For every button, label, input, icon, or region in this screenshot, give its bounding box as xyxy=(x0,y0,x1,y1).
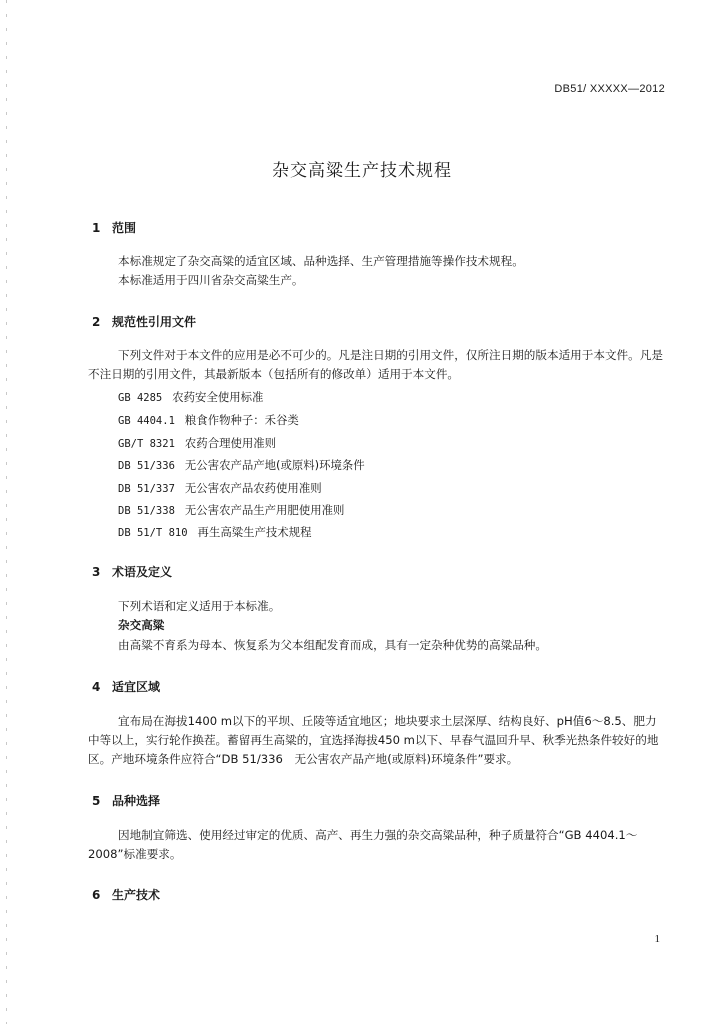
reference-code: GB 4404.1 xyxy=(118,415,175,427)
reference-title: 无公害农产品产地(或原料)环境条件 xyxy=(184,458,365,472)
paragraph: 宜布局在海拔1400 m以下的平坝、丘陵等适宜地区；地块要求土层深厚、结构良好、pH值6～8.5、肥力中等以上，实行轮作换茬。蓄留再生高粱的，宜选择海拔450 m以下、早春气温回升早、秋季光热条件较好的地区。产地环境条件应符合“DB 51/336 无公害农产品产地(或原料)环境条件”要求。 xyxy=(88,714,659,766)
scan-edge-marks xyxy=(6,0,7,1024)
reference-title: 无公害农产品生产用肥使用准则 xyxy=(184,503,345,517)
reference-code: GB 4285 xyxy=(118,392,163,404)
section-title: 术语及定义 xyxy=(112,565,173,579)
reference-item xyxy=(118,435,276,451)
reference-title: 农药安全使用标准 xyxy=(172,390,264,404)
section-title: 生产技术 xyxy=(112,888,161,902)
section-number: 2 xyxy=(92,315,101,329)
section-title: 范围 xyxy=(112,221,137,235)
section-number: 6 xyxy=(92,888,101,902)
section-number: 4 xyxy=(92,680,101,694)
reference-item xyxy=(118,480,322,496)
page-number: 1 xyxy=(654,933,660,945)
term-definition: 由高粱不育系为母本、恢复系为父本组配发育而成，具有一定杂种优势的高粱品种。 xyxy=(118,638,547,652)
section-heading-6 xyxy=(92,886,160,903)
reference-item xyxy=(118,389,263,405)
section-heading-3 xyxy=(92,563,172,580)
reference-item xyxy=(118,524,311,540)
paragraph: 下列文件对于本文件的应用是必不可少的。凡是注日期的引用文件，仅所注日期的版本适用于本文件。凡是不注日期的引用文件，其最新版本（包括所有的修改单）适用于本文件。 xyxy=(88,348,663,381)
section-heading-1 xyxy=(92,219,136,236)
reference-title: 无公害农产品农药使用准则 xyxy=(184,481,322,495)
section-title: 规范性引用文件 xyxy=(112,315,197,329)
reference-code: DB 51/T 810 xyxy=(118,527,188,539)
reference-title: 农药合理使用准则 xyxy=(184,436,277,450)
reference-title: 再生高粱生产技术规程 xyxy=(197,525,312,539)
section-heading-5 xyxy=(92,792,160,809)
paragraph-line: 本标准适用于四川省杂交高粱生产。 xyxy=(118,273,304,287)
reference-item xyxy=(118,412,299,428)
reference-code: DB 51/337 xyxy=(118,483,175,495)
section-title: 品种选择 xyxy=(112,794,161,808)
standard-code: DB51/ XXXXX—2012 xyxy=(554,83,665,95)
paragraph-line: 下列术语和定义适用于本标准。 xyxy=(118,599,281,613)
reference-code: GB/T 8321 xyxy=(118,438,175,450)
paragraph: 因地制宜筛选、使用经过审定的优质、高产、再生力强的杂交高粱品种，种子质量符合“GB 4404.1～2008”标准要求。 xyxy=(88,828,638,861)
section-number: 3 xyxy=(92,565,101,579)
section-heading-2 xyxy=(92,313,196,330)
reference-item xyxy=(118,457,365,473)
section-heading-4 xyxy=(92,678,160,695)
reference-item xyxy=(118,502,344,518)
section-title: 适宜区域 xyxy=(112,680,161,694)
section-number: 1 xyxy=(92,221,101,235)
reference-title: 粮食作物种子：禾谷类 xyxy=(184,413,299,427)
term-name: 杂交高粱 xyxy=(118,618,165,632)
reference-code: DB 51/338 xyxy=(118,505,175,517)
reference-code: DB 51/336 xyxy=(118,460,175,472)
document-title: 杂交高粱生产技术规程 xyxy=(272,161,452,181)
section-number: 5 xyxy=(92,794,101,808)
paragraph-line: 本标准规定了杂交高粱的适宜区域、品种选择、生产管理措施等操作技术规程。 xyxy=(118,254,524,268)
